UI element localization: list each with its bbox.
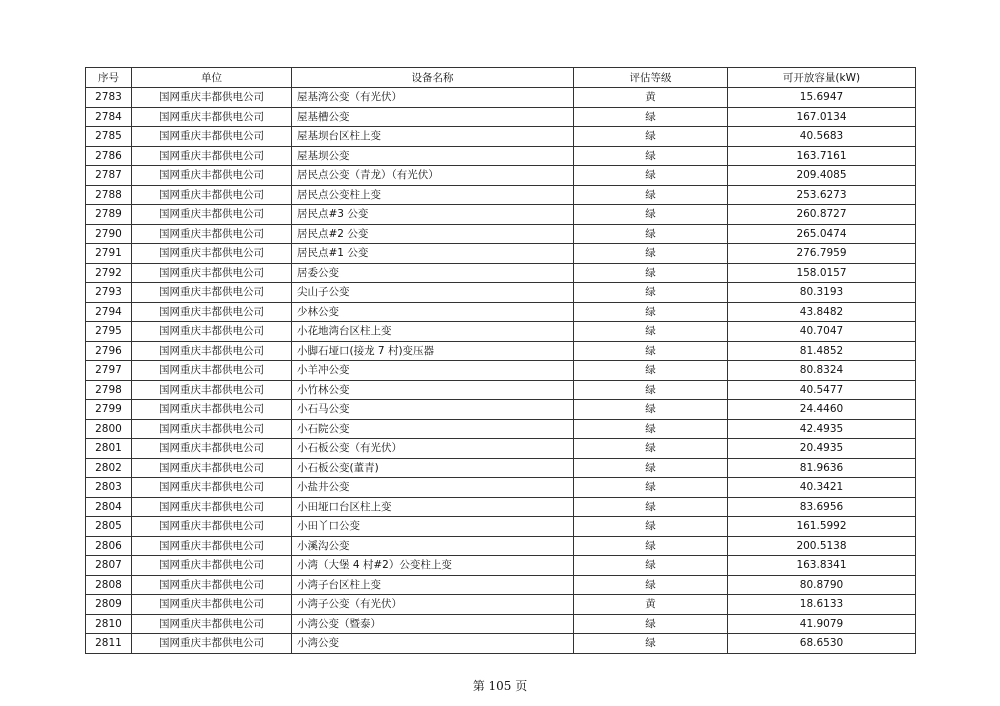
cell-device: 少林公变 (292, 302, 574, 322)
cell-seq: 2808 (86, 575, 132, 595)
cell-unit: 国网重庆丰都供电公司 (132, 341, 292, 361)
table-row (86, 634, 916, 654)
cell-unit: 国网重庆丰都供电公司 (132, 88, 292, 108)
cell-device: 小竹林公变 (292, 380, 574, 400)
cell-seq: 2805 (86, 517, 132, 537)
cell-device: 居民点公变（青龙）（有光伏） (292, 166, 574, 186)
cell-seq: 2802 (86, 458, 132, 478)
cell-capacity: 163.7161 (728, 146, 916, 166)
cell-device: 小溪沟公变 (292, 536, 574, 556)
cell-device: 居民点#2 公变 (292, 224, 574, 244)
cell-unit: 国网重庆丰都供电公司 (132, 224, 292, 244)
table-body (86, 88, 916, 654)
cell-capacity: 80.8324 (728, 361, 916, 381)
cell-device: 屋基坝公变 (292, 146, 574, 166)
cell-grade: 绿 (574, 224, 728, 244)
cell-unit: 国网重庆丰都供电公司 (132, 205, 292, 225)
header-capacity: 可开放容量(kW) (728, 68, 916, 88)
table-row (86, 458, 916, 478)
cell-seq: 2811 (86, 634, 132, 654)
cell-grade: 绿 (574, 341, 728, 361)
cell-capacity: 18.6133 (728, 595, 916, 615)
cell-seq: 2786 (86, 146, 132, 166)
cell-capacity: 40.3421 (728, 478, 916, 498)
table-row (86, 478, 916, 498)
table-row (86, 185, 916, 205)
cell-grade: 绿 (574, 205, 728, 225)
cell-capacity: 209.4085 (728, 166, 916, 186)
cell-capacity: 158.0157 (728, 263, 916, 283)
cell-unit: 国网重庆丰都供电公司 (132, 107, 292, 127)
cell-grade: 黄 (574, 88, 728, 108)
cell-seq: 2793 (86, 283, 132, 303)
cell-device: 小石院公变 (292, 419, 574, 439)
cell-unit: 国网重庆丰都供电公司 (132, 595, 292, 615)
cell-device: 屋基槽公变 (292, 107, 574, 127)
cell-seq: 2803 (86, 478, 132, 498)
cell-grade: 绿 (574, 127, 728, 147)
cell-grade: 绿 (574, 146, 728, 166)
cell-device: 小湾公变 (292, 634, 574, 654)
table-row (86, 107, 916, 127)
cell-grade: 绿 (574, 517, 728, 537)
table-row (86, 497, 916, 517)
cell-unit: 国网重庆丰都供电公司 (132, 322, 292, 342)
cell-grade: 绿 (574, 458, 728, 478)
cell-device: 小湾公变（暨泰） (292, 614, 574, 634)
cell-grade: 绿 (574, 361, 728, 381)
cell-device: 尖山子公变 (292, 283, 574, 303)
table-row (86, 614, 916, 634)
cell-seq: 2796 (86, 341, 132, 361)
cell-unit: 国网重庆丰都供电公司 (132, 400, 292, 420)
cell-capacity: 260.8727 (728, 205, 916, 225)
table-row (86, 263, 916, 283)
cell-seq: 2807 (86, 556, 132, 576)
cell-device: 小湾（大堡 4 村#2）公变柱上变 (292, 556, 574, 576)
cell-device: 居民点公变柱上变 (292, 185, 574, 205)
cell-device: 小盐井公变 (292, 478, 574, 498)
table-row (86, 341, 916, 361)
table-row (86, 380, 916, 400)
cell-device: 居委公变 (292, 263, 574, 283)
cell-capacity: 80.8790 (728, 575, 916, 595)
cell-capacity: 167.0134 (728, 107, 916, 127)
cell-grade: 绿 (574, 166, 728, 186)
cell-grade: 绿 (574, 185, 728, 205)
cell-unit: 国网重庆丰都供电公司 (132, 302, 292, 322)
cell-capacity: 161.5992 (728, 517, 916, 537)
cell-unit: 国网重庆丰都供电公司 (132, 244, 292, 264)
cell-seq: 2789 (86, 205, 132, 225)
header-row (86, 68, 916, 88)
cell-seq: 2798 (86, 380, 132, 400)
cell-capacity: 43.8482 (728, 302, 916, 322)
table-row (86, 419, 916, 439)
cell-capacity: 83.6956 (728, 497, 916, 517)
cell-device: 小湾子台区柱上变 (292, 575, 574, 595)
header-device: 设备名称 (292, 68, 574, 88)
cell-device: 居民点#1 公变 (292, 244, 574, 264)
cell-grade: 绿 (574, 575, 728, 595)
cell-grade: 绿 (574, 322, 728, 342)
cell-capacity: 40.5477 (728, 380, 916, 400)
cell-unit: 国网重庆丰都供电公司 (132, 634, 292, 654)
cell-seq: 2788 (86, 185, 132, 205)
cell-seq: 2806 (86, 536, 132, 556)
cell-seq: 2799 (86, 400, 132, 420)
cell-unit: 国网重庆丰都供电公司 (132, 478, 292, 498)
cell-grade: 绿 (574, 263, 728, 283)
cell-unit: 国网重庆丰都供电公司 (132, 614, 292, 634)
cell-capacity: 15.6947 (728, 88, 916, 108)
cell-device: 小石马公变 (292, 400, 574, 420)
cell-grade: 黄 (574, 595, 728, 615)
cell-unit: 国网重庆丰都供电公司 (132, 517, 292, 537)
header-unit: 单位 (132, 68, 292, 88)
cell-unit: 国网重庆丰都供电公司 (132, 458, 292, 478)
cell-unit: 国网重庆丰都供电公司 (132, 283, 292, 303)
cell-seq: 2785 (86, 127, 132, 147)
cell-device: 小脚石垭口(接龙 7 村)变压器 (292, 341, 574, 361)
cell-unit: 国网重庆丰都供电公司 (132, 439, 292, 459)
cell-unit: 国网重庆丰都供电公司 (132, 419, 292, 439)
table-row (86, 302, 916, 322)
cell-capacity: 42.4935 (728, 419, 916, 439)
cell-unit: 国网重庆丰都供电公司 (132, 127, 292, 147)
cell-seq: 2792 (86, 263, 132, 283)
cell-device: 屋基坝台区柱上变 (292, 127, 574, 147)
table-header (86, 68, 916, 88)
cell-grade: 绿 (574, 107, 728, 127)
cell-capacity: 276.7959 (728, 244, 916, 264)
cell-seq: 2809 (86, 595, 132, 615)
cell-capacity: 200.5138 (728, 536, 916, 556)
capacity-table (85, 67, 916, 654)
table-row (86, 595, 916, 615)
cell-device: 小花地湾台区柱上变 (292, 322, 574, 342)
cell-seq: 2787 (86, 166, 132, 186)
cell-device: 屋基湾公变（有光伏） (292, 88, 574, 108)
cell-device: 居民点#3 公变 (292, 205, 574, 225)
cell-grade: 绿 (574, 283, 728, 303)
cell-seq: 2795 (86, 322, 132, 342)
page-number: 第 105 页 (472, 679, 528, 693)
table-row (86, 88, 916, 108)
cell-grade: 绿 (574, 439, 728, 459)
cell-capacity: 81.4852 (728, 341, 916, 361)
cell-seq: 2810 (86, 614, 132, 634)
cell-device: 小田垭口台区柱上变 (292, 497, 574, 517)
table-row (86, 146, 916, 166)
cell-unit: 国网重庆丰都供电公司 (132, 185, 292, 205)
cell-device: 小石板公变（有光伏） (292, 439, 574, 459)
cell-unit: 国网重庆丰都供电公司 (132, 361, 292, 381)
cell-unit: 国网重庆丰都供电公司 (132, 380, 292, 400)
table-row (86, 244, 916, 264)
cell-seq: 2804 (86, 497, 132, 517)
cell-seq: 2790 (86, 224, 132, 244)
cell-unit: 国网重庆丰都供电公司 (132, 556, 292, 576)
cell-capacity: 68.6530 (728, 634, 916, 654)
table-row (86, 556, 916, 576)
cell-grade: 绿 (574, 419, 728, 439)
cell-capacity: 253.6273 (728, 185, 916, 205)
table-row (86, 322, 916, 342)
cell-grade: 绿 (574, 614, 728, 634)
table-row (86, 536, 916, 556)
cell-grade: 绿 (574, 497, 728, 517)
cell-capacity: 80.3193 (728, 283, 916, 303)
cell-device: 小湾子公变（有光伏） (292, 595, 574, 615)
cell-grade: 绿 (574, 380, 728, 400)
cell-seq: 2791 (86, 244, 132, 264)
cell-unit: 国网重庆丰都供电公司 (132, 536, 292, 556)
table-row (86, 205, 916, 225)
cell-unit: 国网重庆丰都供电公司 (132, 263, 292, 283)
cell-capacity: 163.8341 (728, 556, 916, 576)
cell-device: 小田丫口公变 (292, 517, 574, 537)
cell-grade: 绿 (574, 478, 728, 498)
cell-seq: 2784 (86, 107, 132, 127)
cell-capacity: 41.9079 (728, 614, 916, 634)
table-row (86, 439, 916, 459)
table-row (86, 166, 916, 186)
cell-seq: 2800 (86, 419, 132, 439)
table-row (86, 361, 916, 381)
cell-capacity: 81.9636 (728, 458, 916, 478)
table-row (86, 575, 916, 595)
cell-seq: 2801 (86, 439, 132, 459)
cell-unit: 国网重庆丰都供电公司 (132, 166, 292, 186)
table-row (86, 127, 916, 147)
cell-grade: 绿 (574, 536, 728, 556)
cell-seq: 2783 (86, 88, 132, 108)
cell-unit: 国网重庆丰都供电公司 (132, 146, 292, 166)
table-row (86, 283, 916, 303)
cell-unit: 国网重庆丰都供电公司 (132, 575, 292, 595)
cell-capacity: 40.7047 (728, 322, 916, 342)
table-row (86, 400, 916, 420)
header-grade: 评估等级 (574, 68, 728, 88)
cell-seq: 2794 (86, 302, 132, 322)
table-row (86, 517, 916, 537)
cell-grade: 绿 (574, 400, 728, 420)
cell-grade: 绿 (574, 302, 728, 322)
cell-capacity: 24.4460 (728, 400, 916, 420)
cell-seq: 2797 (86, 361, 132, 381)
cell-capacity: 20.4935 (728, 439, 916, 459)
cell-capacity: 40.5683 (728, 127, 916, 147)
cell-device: 小石板公变(董青) (292, 458, 574, 478)
cell-capacity: 265.0474 (728, 224, 916, 244)
cell-unit: 国网重庆丰都供电公司 (132, 497, 292, 517)
cell-device: 小羊冲公变 (292, 361, 574, 381)
cell-grade: 绿 (574, 556, 728, 576)
cell-grade: 绿 (574, 244, 728, 264)
table-row (86, 224, 916, 244)
cell-grade: 绿 (574, 634, 728, 654)
header-seq: 序号 (86, 68, 132, 88)
